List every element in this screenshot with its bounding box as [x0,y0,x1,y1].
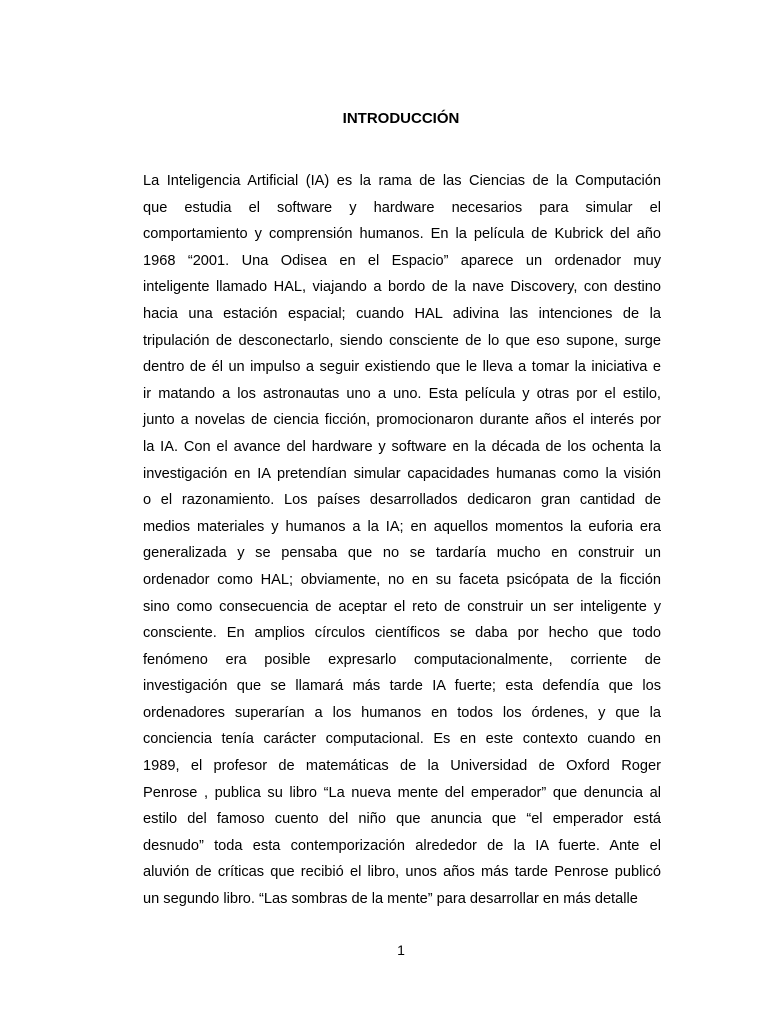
body-text [143,168,661,913]
text-line: comportamiento y comprensión humanos. En la película de Kubrick del año [143,226,661,243]
text-line: consciente. En amplios círculos científicos se daba por hecho que todo [143,625,661,642]
text-line: ordenadores superarían a los humanos en todos los órdenes, y que la [143,704,661,721]
text-line: inteligente llamado HAL, viajando a bordo de la nave Discovery, con destino [143,279,661,296]
text-line: sino como consecuencia de aceptar el reto de construir un ser inteligente y [143,598,661,615]
text-line: o el razonamiento. Los países desarrollados dedicaron gran cantidad de [143,492,661,509]
page-title: INTRODUCCIÓN [342,110,460,127]
text-line: un segundo libro. “Las sombras de la mente” para desarrollar en más detalle [143,891,638,908]
text-line: junto a novelas de ciencia ficción, promocionaron durante años el interés por [143,412,661,429]
page-number: 1 [397,942,405,958]
text-line: investigación que se llamará más tarde IA fuerte; esta defendía que los [143,678,661,695]
text-line: Penrose , publica su libro “La nueva mente del emperador” que denuncia al [143,784,661,801]
text-line: hacia una estación espacial; cuando HAL adivina las intenciones de la [143,305,661,322]
text-line: ordenador como HAL; obviamente, no en su faceta psicópata de la ficción [143,571,661,588]
text-line: fenómeno era posible expresarlo computacionalmente, corriente de [143,651,661,668]
text-line: La Inteligencia Artificial (IA) es la rama de las Ciencias de la Computación [143,173,661,189]
text-line: ir matando a los astronautas uno a uno. Esta película y otras por el estilo, [143,385,661,402]
text-line: 1989, el profesor de matemáticas de la Universidad de Oxford Roger [143,758,661,775]
text-line: aluvión de críticas que recibió el libro, unos años más tarde Penrose publicó [143,864,661,881]
text-line: estilo del famoso cuento del niño que anuncia que “el emperador está [143,811,661,828]
text-line: 1968 “2001. Una Odisea en el Espacio” aparece un ordenador muy [143,252,661,269]
text-line: la IA. Con el avance del hardware y software en la década de los ochenta la [143,438,661,455]
text-line: dentro de él un impulso a seguir existiendo que le lleva a tomar la iniciativa e [143,359,661,376]
text-line: que estudia el software y hardware necesarios para simular el [143,199,661,216]
text-line: tripulación de desconectarlo, siendo consciente de lo que eso supone, surge [143,332,661,349]
text-line: medios materiales y humanos a la IA; en aquellos momentos la euforia era [143,518,661,535]
text-line: desnudo” toda esta contemporización alrededor de la IA fuerte. Ante el [143,837,661,854]
text-line: generalizada y se pensaba que no se tardaría mucho en construir un [143,545,661,562]
text-line: investigación en IA pretendían simular capacidades humanas como la visión [143,465,661,482]
text-line: conciencia tenía carácter computacional. Es en este contexto cuando en [143,731,661,748]
